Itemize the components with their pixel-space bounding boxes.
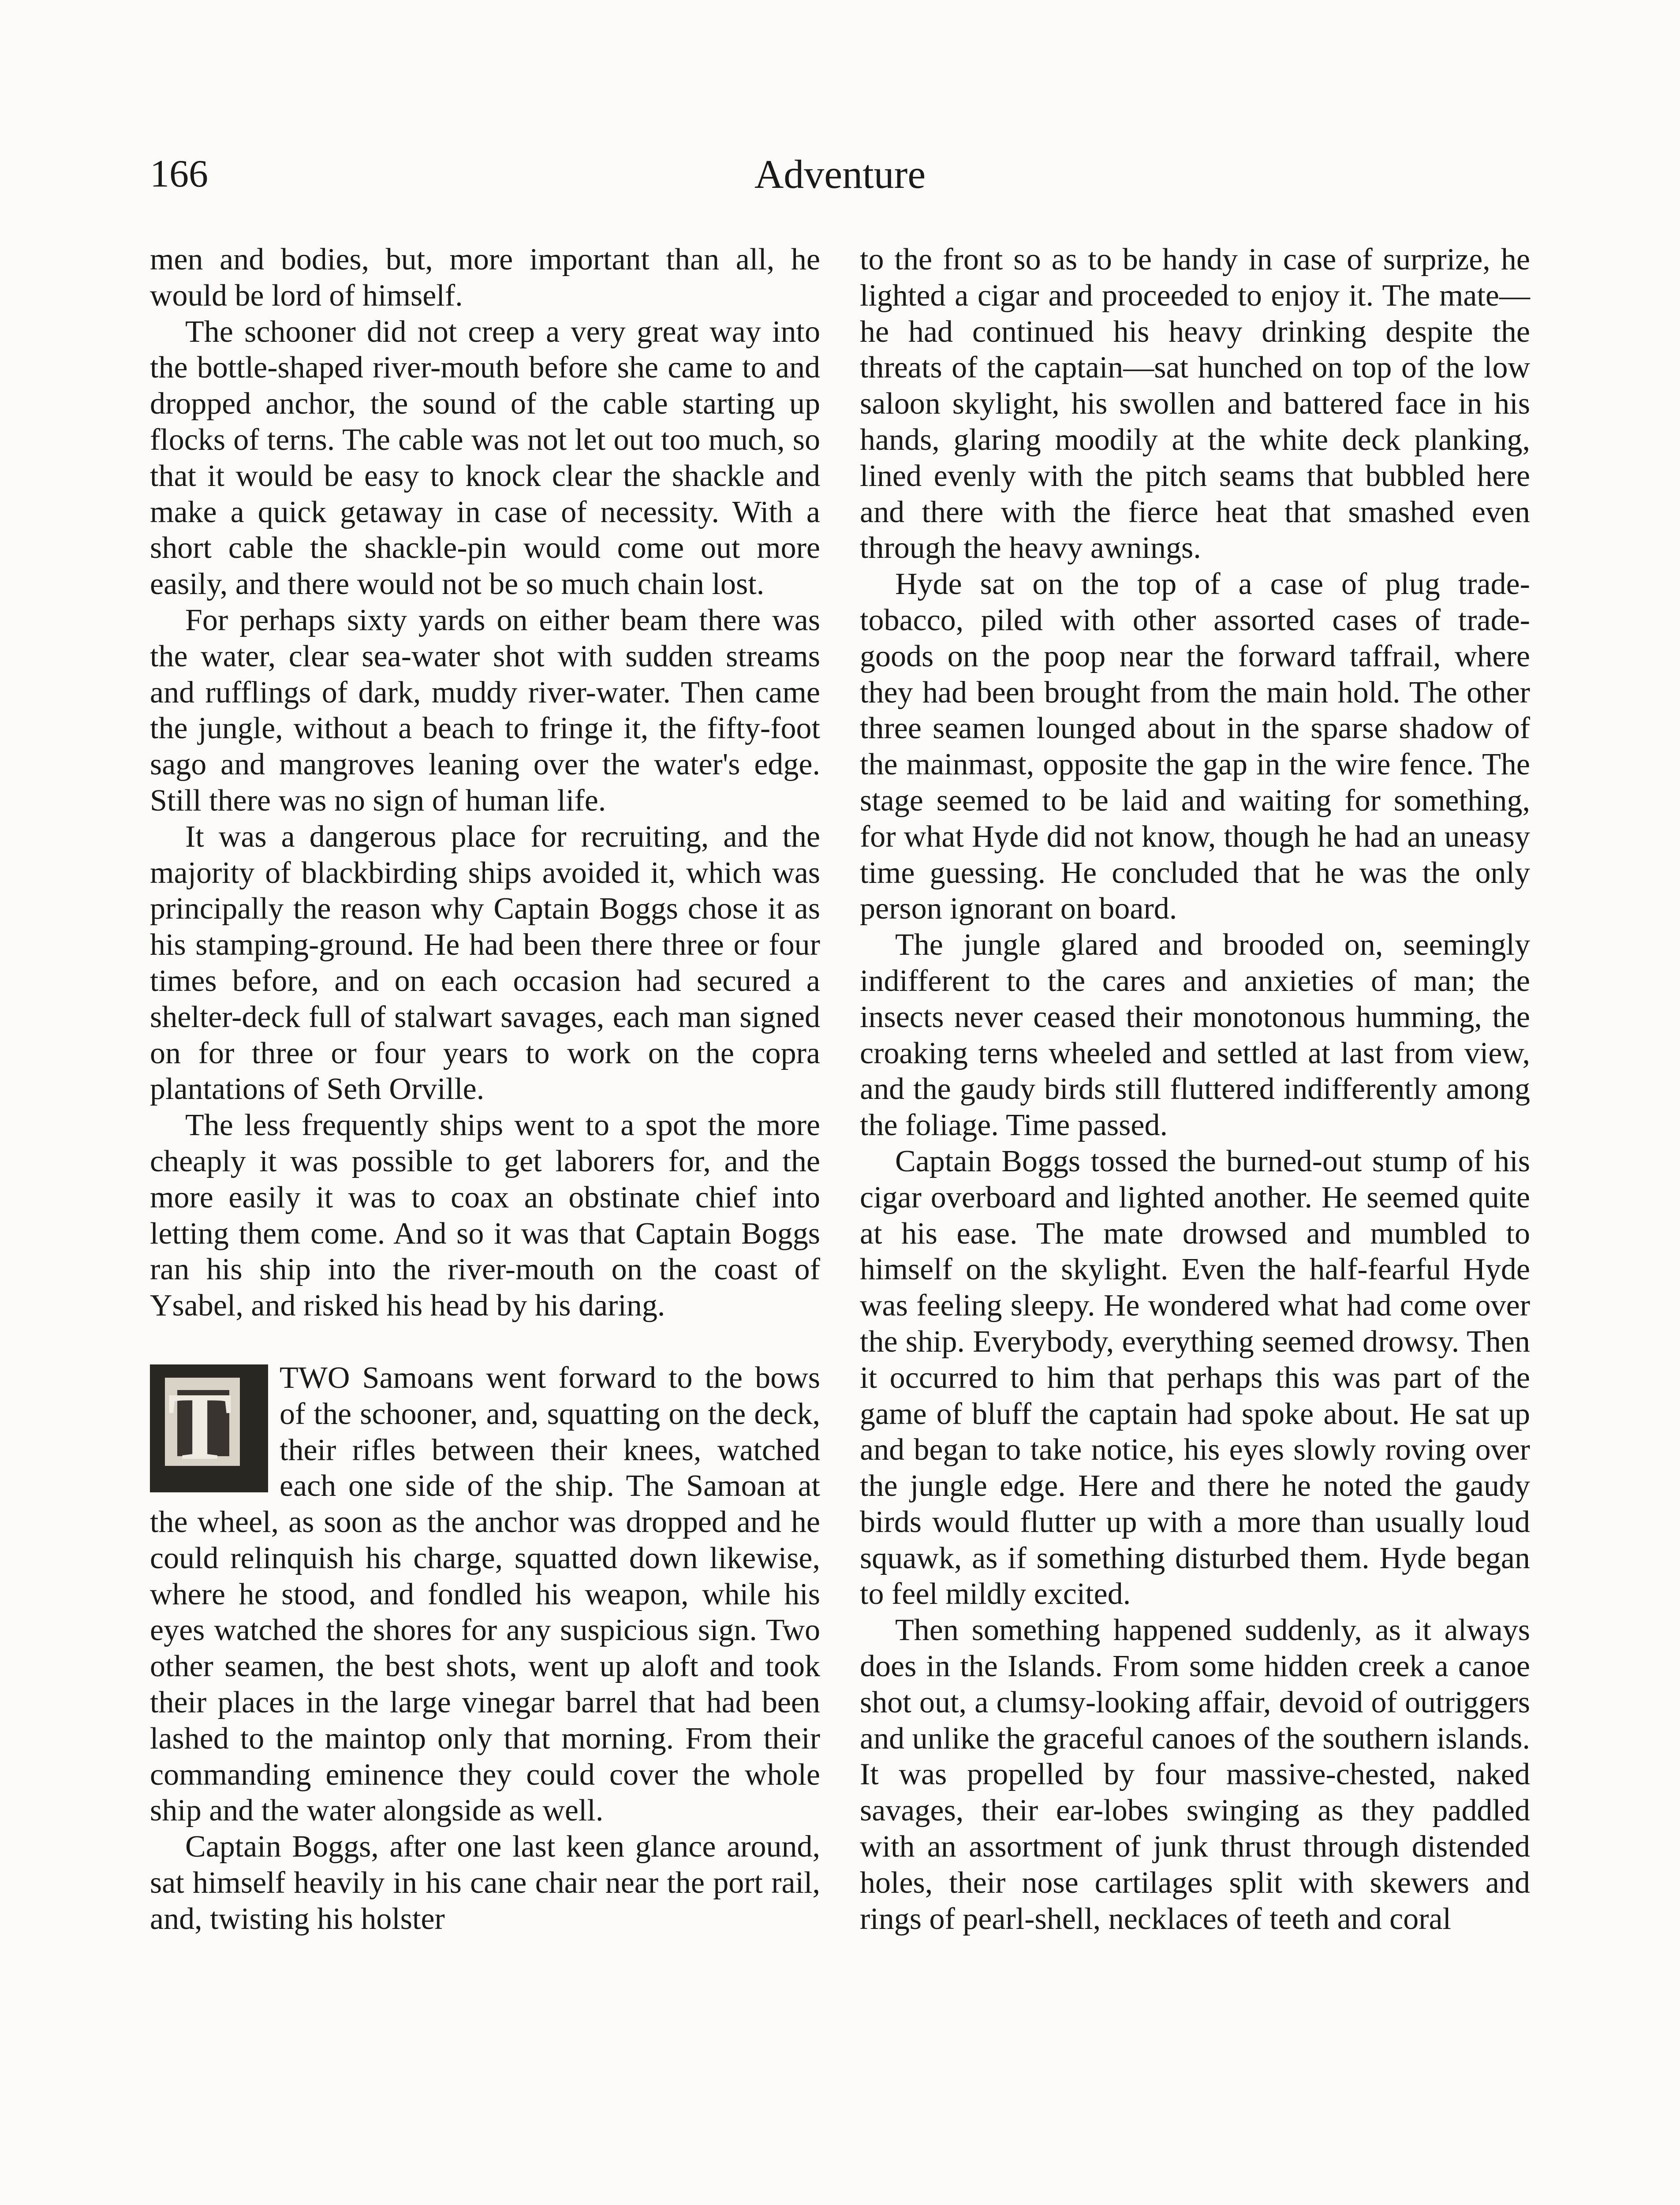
paragraph: The less frequently ships went to a spot the more cheaply it was possible to get laborers for, and the more easily it was to coax an obstinate chief into letting them come. And so it was that Captain Boggs ran his ship into the river-mouth on the coast of Ysabel, and risked his head by his daring.: [150, 1108, 820, 1323]
paragraph: It was a dangerous place for recruiting, and the majority of blackbirding ships avoided it, which was principally the reason why Captain Boggs chose it as his stamping-ground. He had been there three or four times before, and on each occasion had secured a shelter-deck full of stalwart savages, each man signed on for three or four years to work on the copra plantations of Seth Orville.: [150, 819, 820, 1106]
right-column: [860, 242, 1530, 1937]
paragraph: Hyde sat on the top of a case of plug trade-tobacco, piled with other assorted cases of trade-goods on the poop near the forward taffrail, where they had been brought from the main hold. The other three seamen lounged about in the sparse shadow of the mainmast, opposite the gap in the wire fence. The stage seemed to be laid and waiting for something, for what Hyde did not know, though he had an uneasy time guessing. He concluded that he was the only person ignorant on board.: [860, 567, 1530, 926]
paragraph: men and bodies, but, more important than all, he would be lord of himself.: [150, 243, 820, 313]
paragraph: The jungle glared and brooded on, seemingly indifferent to the cares and anxieties of man; the insects never ceased their monotonous humming, the croaking terns wheeled and settled at last from view, and the gaudy birds still fluttered indifferently among the foliage. Time passed.: [860, 928, 1530, 1143]
section-break: [150, 1324, 820, 1360]
left-column: [150, 242, 820, 1937]
paragraph: TWO Samoans went forward to the bows of the schooner, and, squatting on the deck, their rifles between their knees, watched each one side of the ship. The Samoan at the wheel, as soon as the anchor was dropped and he could relinquish his charge, squatted down likewise, where he stood, and fondled his weapon, while his eyes watched the shores for any suspicious sign. Two other seamen, the best shots, went up aloft and took their places in the large vinegar barrel that had been lashed to the maintop only that morning. From their commanding eminence they could cover the whole ship and the water alongside as well.: [150, 1360, 820, 1828]
paragraph: to the front so as to be handy in case of surprize, he lighted a cigar and proceeded to enjoy it. The mate—he had continued his heavy drinking despite the threats of the captain—sat hunched on top of the low saloon skylight, his swollen and battered face in his hands, glaring moodily at the white deck planking, lined evenly with the pitch seams that bubbled here and there with the fierce heat that smashed even through the heavy awnings.: [860, 243, 1530, 565]
paragraph: The schooner did not creep a very great way into the bottle-shaped river-mouth before she came to and dropped anchor, the sound of the cable starting up flocks of terns. The cable was not let out too much, so that it would be easy to knock clear the shackle and make a quick getaway in case of necessity. With a short cable the shackle-pin would come out more easily, and there would not be so much chain lost.: [150, 314, 820, 602]
page-number: 166: [150, 153, 208, 195]
paragraph: For perhaps sixty yards on either beam there was the water, clear sea-water shot with sudden streams and rufflings of dark, muddy river-water. Then came the jungle, without a beach to fringe it, the fifty-foot sago and mangroves leaning over the water's edge. Still there was no sign of human life.: [150, 603, 820, 818]
paragraph: Captain Boggs tossed the burned-out stump of his cigar overboard and lighted another. He seemed quite at his ease. The mate drowsed and mumbled to himself on the skylight. Even the half-fearful Hyde was feeling sleepy. He wondered what had come over the ship. Everybody, everything seemed drowsy. Then it occurred to him that perhaps this was part of the game of bluff the captain had spoke about. He sat up and began to take notice, his eyes slowly roving over the jungle edge. Here and there he noted the gaudy birds would flutter up with a more than usually loud squawk, as if something disturbed them. Hyde began to feel mildly excited.: [860, 1144, 1530, 1611]
paragraph: Captain Boggs, after one last keen glance around, sat himself heavily in his cane chair near the port rail, and, twisting his holster: [150, 1830, 820, 1936]
running-title: Adventure: [754, 152, 926, 197]
dropcap-ornament: [150, 1364, 268, 1492]
paragraph: Then something happened suddenly, as it always does in the Islands. From some hidden creek a canoe shot out, a clumsy-looking affair, devoid of outriggers and unlike the graceful canoes of the southern islands. It was propelled by four massive-chested, naked savages, their ear-lobes swinging as they paddled with an assortment of junk thrust through distended holes, their nose cartilages split with skewers and rings of pearl-shell, necklaces of teeth and coral: [860, 1613, 1530, 1936]
page-header: [150, 148, 1530, 201]
dropcap-letter: T: [168, 1372, 232, 1480]
